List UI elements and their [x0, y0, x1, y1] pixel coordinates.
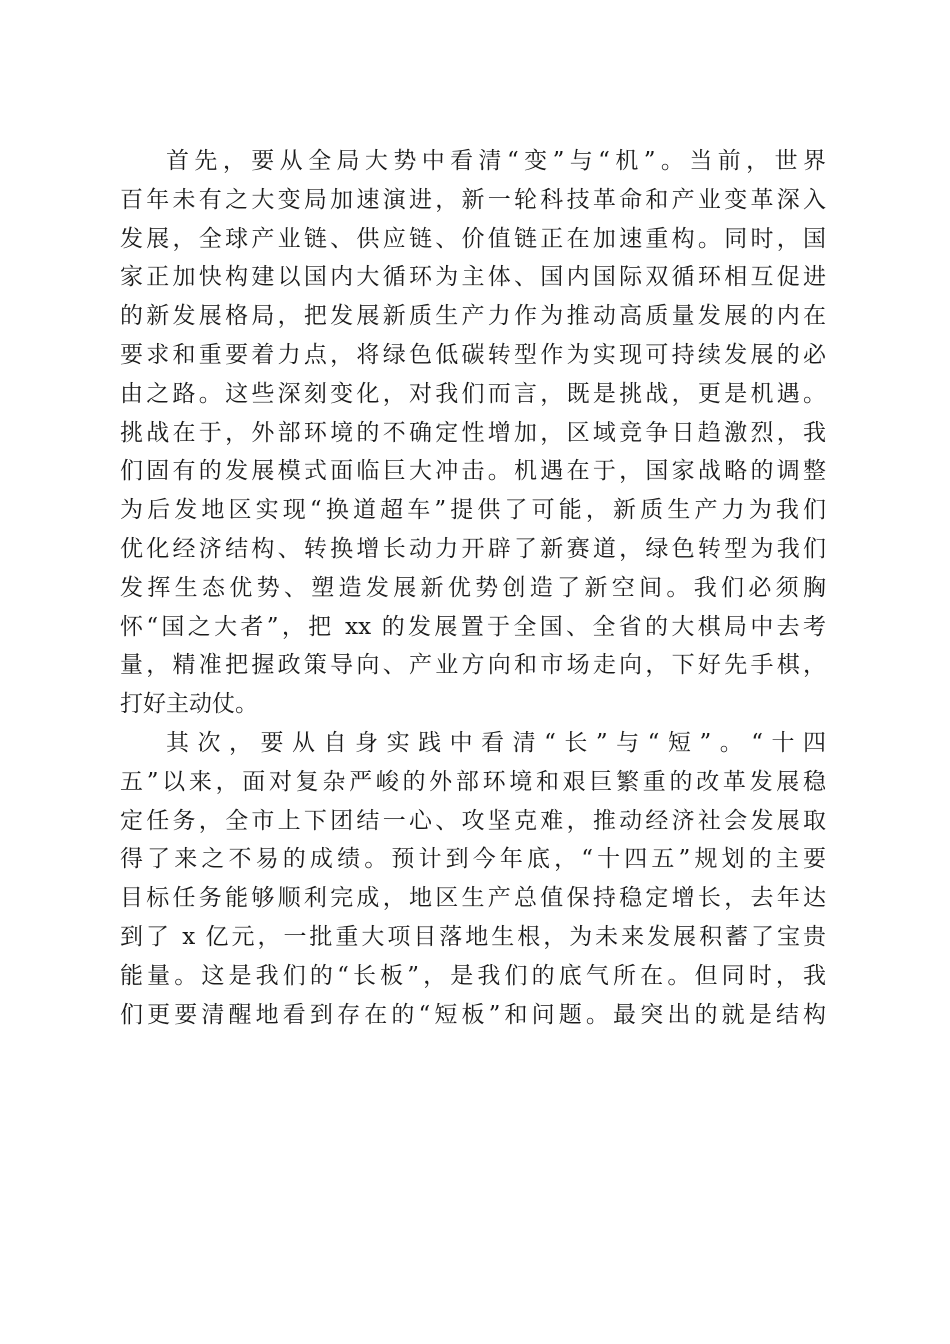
- text-line: 到了 x 亿元，一批重大项目落地生根，为未来发展积蓄了宝贵: [120, 923, 826, 950]
- text-line: 百年未有之大变局加速演进，新一轮科技革命和产业变革深入: [120, 186, 826, 213]
- text-line: 挑战在于，外部环境的不确定性增加，区域竞争日趋激烈，我: [120, 419, 826, 446]
- text-line: 能量。这是我们的“长板”，是我们的底气所在。但同时，我: [120, 962, 826, 989]
- document-body: [120, 142, 826, 1034]
- text-line: 其次，要从自身实践中看清“长”与“短”。“十四: [166, 729, 826, 756]
- text-line: 发展，全球产业链、供应链、价值链正在加速重构。同时，国: [120, 225, 826, 252]
- text-line: 优化经济结构、转换增长动力开辟了新赛道，绿色转型为我们: [120, 535, 826, 562]
- text-line: 发挥生态优势、塑造发展新优势创造了新空间。我们必须胸: [120, 574, 826, 601]
- paragraph-2: [120, 724, 826, 1034]
- text-line: 目标任务能够顺利完成，地区生产总值保持稳定增长，去年达: [120, 885, 826, 912]
- text-line: 们固有的发展模式面临巨大冲击。机遇在于，国家战略的调整: [120, 458, 826, 485]
- text-line: 首先，要从全局大势中看清“变”与“机”。当前，世界: [166, 148, 826, 174]
- text-line: 家正加快构建以国内大循环为主体、国内国际双循环相互促进: [120, 264, 826, 291]
- text-line: 量，精准把握政策导向、产业方向和市场走向，下好先手棋，: [120, 652, 826, 679]
- text-line: 打好主动仗。: [120, 691, 258, 718]
- text-line: 们更要清醒地看到存在的“短板”和问题。最突出的就是结构: [120, 1001, 826, 1028]
- text-line: 定任务，全市上下团结一心、攻坚克难，推动经济社会发展取: [120, 807, 826, 834]
- text-line: 得了来之不易的成绩。预计到今年底，“十四五”规划的主要: [120, 846, 826, 873]
- text-line: 怀“国之大者”，把 xx 的发展置于全国、全省的大棋局中去考: [120, 613, 826, 640]
- text-line: 为后发地区实现“换道超车”提供了可能，新质生产力为我们: [120, 497, 826, 524]
- text-line: 由之路。这些深刻变化，对我们而言，既是挑战，更是机遇。: [120, 380, 826, 407]
- text-line: 五”以来，面对复杂严峻的外部环境和艰巨繁重的改革发展稳: [120, 768, 826, 795]
- text-line: 的新发展格局，把发展新质生产力作为推动高质量发展的内在: [120, 303, 826, 330]
- paragraph-1: [120, 142, 826, 724]
- text-line: 要求和重要着力点，将绿色低碳转型作为实现可持续发展的必: [120, 341, 826, 368]
